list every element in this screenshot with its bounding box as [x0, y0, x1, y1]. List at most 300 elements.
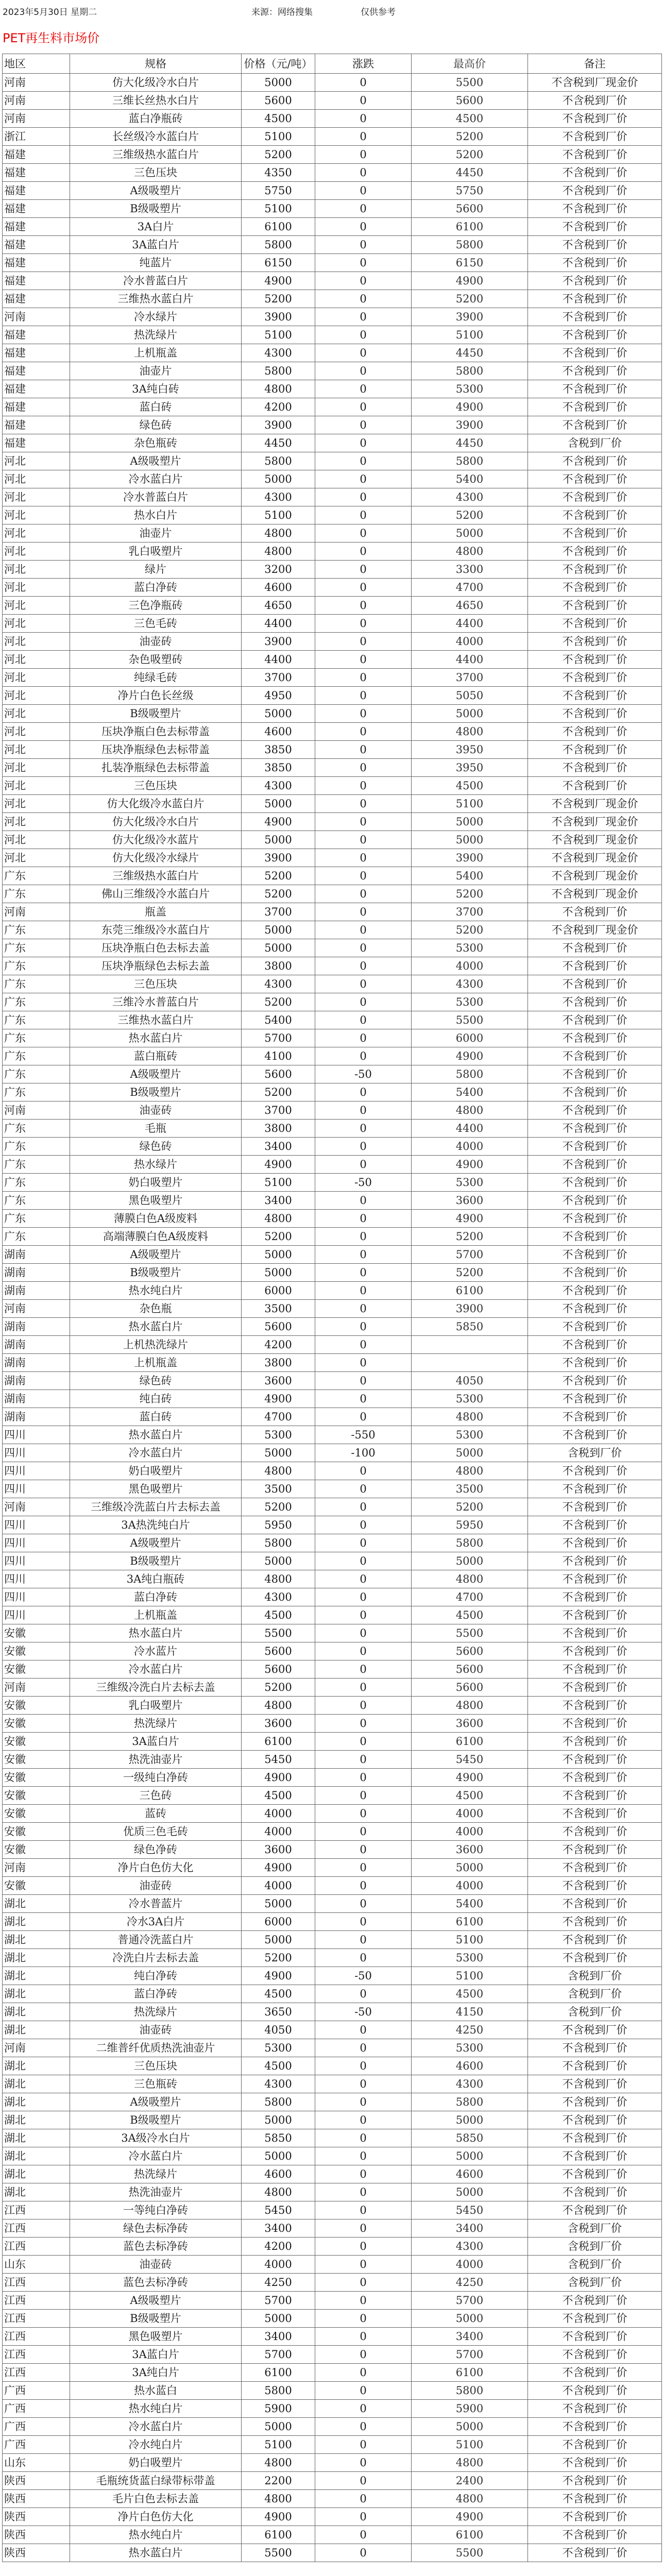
table-row [3, 2093, 662, 2111]
remark-cell: 不含税到厂价 [528, 200, 662, 218]
high-price-cell: 5400 [412, 470, 528, 488]
price-cell: 5450 [242, 1751, 315, 1769]
change-cell: 0 [315, 2346, 412, 2364]
spec-cell: 蓝白净砖 [70, 579, 242, 597]
spec-cell: B级吸塑片 [70, 1552, 242, 1570]
region-cell: 安徽 [3, 1751, 70, 1769]
remark-cell: 不含税到厂现金价 [528, 921, 662, 939]
region-cell: 广东 [3, 993, 70, 1011]
price-cell: 4000 [242, 1805, 315, 1823]
spec-cell: 冷水蓝片 [70, 1642, 242, 1660]
remark-cell: 含税到厂价 [528, 2238, 662, 2256]
table-row [3, 903, 662, 921]
price-cell: 5100 [242, 200, 315, 218]
high-price-cell: 5050 [412, 687, 528, 705]
spec-cell: 杂色瓶 [70, 1300, 242, 1318]
remark-cell: 不含税到厂价 [528, 506, 662, 524]
region-cell: 广东 [3, 1210, 70, 1228]
price-cell: 5000 [242, 2147, 315, 2165]
price-cell: 3400 [242, 1138, 315, 1156]
high-price-cell: 4800 [412, 1408, 528, 1426]
change-cell: 0 [315, 759, 412, 777]
spec-cell: 3A蓝白片 [70, 236, 242, 254]
region-cell: 广东 [3, 921, 70, 939]
spec-cell: 三维级冷洗白片去标去盖 [70, 1679, 242, 1697]
region-cell: 广西 [3, 2418, 70, 2436]
high-price-cell: 4600 [412, 2165, 528, 2183]
region-cell: 福建 [3, 380, 70, 398]
price-cell: 5600 [242, 1065, 315, 1083]
change-cell: 0 [315, 1264, 412, 1282]
spec-cell: 上机瓶盖 [70, 1606, 242, 1624]
remark-cell: 不含税到厂价 [528, 326, 662, 344]
spec-cell: 蓝白净砖 [70, 1985, 242, 2003]
change-cell: 0 [315, 561, 412, 579]
region-cell: 河北 [3, 777, 70, 795]
high-price-cell: 4900 [412, 1769, 528, 1787]
high-price-cell: 5750 [412, 182, 528, 200]
spec-cell: 杂色瓶砖 [70, 434, 242, 452]
price-cell: 5700 [242, 2346, 315, 2364]
region-cell: 江西 [3, 2328, 70, 2346]
spec-cell: 绿片 [70, 561, 242, 579]
change-cell: 0 [315, 2165, 412, 2183]
change-cell: 0 [315, 831, 412, 849]
change-cell: 0 [315, 1949, 412, 1967]
spec-cell: 冷水3A白片 [70, 1913, 242, 1931]
remark-cell: 不含税到厂现金价 [528, 885, 662, 903]
change-cell: 0 [315, 543, 412, 561]
price-cell: 4800 [242, 524, 315, 543]
spec-cell: 油壶片 [70, 524, 242, 543]
remark-cell: 不含税到厂价 [528, 2454, 662, 2472]
remark-cell: 不含税到厂价 [528, 1101, 662, 1120]
table-row [3, 993, 662, 1011]
region-cell: 河南 [3, 1859, 70, 1877]
change-cell: 0 [315, 1462, 412, 1480]
price-cell: 5850 [242, 2129, 315, 2147]
region-cell: 广西 [3, 2436, 70, 2454]
page-title: PET再生料市场价 [3, 31, 100, 45]
table-row [3, 1318, 662, 1336]
remark-cell: 含税到厂价 [528, 434, 662, 452]
change-cell: 0 [315, 2219, 412, 2238]
change-cell: 0 [315, 2418, 412, 2436]
change-cell: 0 [315, 200, 412, 218]
remark-cell: 不含税到厂价 [528, 993, 662, 1011]
region-cell: 湖北 [3, 1913, 70, 1931]
high-price-cell: 4400 [412, 615, 528, 633]
spec-cell: 上机瓶盖 [70, 344, 242, 362]
change-cell: 0 [315, 2292, 412, 2310]
change-cell: 0 [315, 957, 412, 975]
region-cell: 广东 [3, 1138, 70, 1156]
remark-cell: 不含税到厂价 [528, 957, 662, 975]
price-cell: 5100 [242, 128, 315, 146]
table-row [3, 1733, 662, 1751]
price-cell: 5800 [242, 236, 315, 254]
table-row [3, 597, 662, 615]
high-price-cell: 5500 [412, 1624, 528, 1642]
change-cell: 0 [315, 452, 412, 470]
table-row [3, 1859, 662, 1877]
high-price-cell: 4900 [412, 2508, 528, 2526]
remark-cell: 不含税到厂价 [528, 1246, 662, 1264]
spec-cell: 一等纯白净砖 [70, 2201, 242, 2219]
region-cell: 福建 [3, 362, 70, 380]
change-cell: 0 [315, 1588, 412, 1606]
high-price-cell: 4800 [412, 2454, 528, 2472]
spec-cell: 仿大化级冷水白片 [70, 813, 242, 831]
change-cell: 0 [315, 741, 412, 759]
change-cell: 0 [315, 1210, 412, 1228]
change-cell: 0 [315, 308, 412, 326]
spec-cell: 油壶片 [70, 362, 242, 380]
spec-cell: 3A级冷水白片 [70, 2129, 242, 2147]
table-row [3, 885, 662, 903]
change-cell: 0 [315, 1282, 412, 1300]
table-row [3, 524, 662, 543]
price-cell: 3700 [242, 669, 315, 687]
price-cell: 4900 [242, 1769, 315, 1787]
remark-cell: 不含税到厂现金价 [528, 813, 662, 831]
price-cell: 4300 [242, 488, 315, 506]
region-cell: 江西 [3, 2292, 70, 2310]
table-row [3, 1426, 662, 1444]
price-cell: 6100 [242, 218, 315, 236]
remark-cell: 不含税到厂价 [528, 2364, 662, 2382]
price-cell: 5000 [242, 939, 315, 957]
region-cell: 福建 [3, 398, 70, 416]
change-cell: 0 [315, 1877, 412, 1895]
remark-cell: 不含税到厂价 [528, 1751, 662, 1769]
change-cell: 0 [315, 1913, 412, 1931]
region-cell: 四川 [3, 1516, 70, 1534]
reference-note: 仅供参考 [361, 7, 396, 18]
spec-cell: 东莞三维级冷水蓝白片 [70, 921, 242, 939]
table-row [3, 1787, 662, 1805]
remark-cell: 不含税到厂价 [528, 2490, 662, 2508]
high-price-cell: 4300 [412, 2238, 528, 2256]
table-row [3, 2003, 662, 2021]
region-cell: 河南 [3, 2039, 70, 2057]
high-price-cell: 4800 [412, 543, 528, 561]
region-cell: 湖北 [3, 1985, 70, 2003]
high-price-cell: 5400 [412, 1895, 528, 1913]
price-cell: 5000 [242, 2418, 315, 2436]
price-cell: 4100 [242, 1047, 315, 1065]
change-cell: 0 [315, 1606, 412, 1624]
region-cell: 广东 [3, 1083, 70, 1101]
table-row [3, 759, 662, 777]
price-cell: 5500 [242, 1624, 315, 1642]
spec-cell: 三色压块 [70, 164, 242, 182]
table-row [3, 470, 662, 488]
price-cell: 5600 [242, 92, 315, 110]
table-row [3, 362, 662, 380]
high-price-cell: 4150 [412, 2003, 528, 2021]
table-row [3, 615, 662, 633]
change-cell: 0 [315, 2382, 412, 2400]
table-row [3, 633, 662, 651]
table-row [3, 1606, 662, 1624]
region-cell: 安徽 [3, 1624, 70, 1642]
high-price-cell: 4000 [412, 1138, 528, 1156]
remark-cell: 不含税到厂价 [528, 1426, 662, 1444]
price-cell: 5100 [242, 1174, 315, 1192]
price-cell: 4900 [242, 813, 315, 831]
page-header [0, 0, 664, 21]
table-header [3, 54, 662, 74]
high-price-cell: 4500 [412, 1985, 528, 2003]
high-price-cell: 4400 [412, 651, 528, 669]
change-cell: 0 [315, 1120, 412, 1138]
change-cell: 0 [315, 993, 412, 1011]
spec-cell: 黑色吸塑片 [70, 1480, 242, 1498]
table-row [3, 1679, 662, 1697]
change-cell: 0 [315, 2490, 412, 2508]
remark-cell: 不含税到厂价 [528, 2039, 662, 2057]
price-cell: 3400 [242, 2219, 315, 2238]
spec-cell: 油壶砖 [70, 2256, 242, 2274]
region-cell: 河南 [3, 1101, 70, 1120]
price-cell: 3600 [242, 1841, 315, 1859]
price-cell: 5000 [242, 1931, 315, 1949]
change-cell: 0 [315, 777, 412, 795]
region-cell: 安徽 [3, 1642, 70, 1660]
price-cell: 4400 [242, 615, 315, 633]
price-cell: 4800 [242, 2454, 315, 2472]
price-cell: 5000 [242, 2111, 315, 2129]
high-price-cell: 4900 [412, 272, 528, 290]
region-cell: 四川 [3, 1588, 70, 1606]
table-row [3, 2183, 662, 2201]
price-cell: 6150 [242, 254, 315, 272]
high-price-cell: 6100 [412, 1733, 528, 1751]
region-cell: 河北 [3, 579, 70, 597]
high-price-cell: 5200 [412, 1264, 528, 1282]
column-header-price: 价格（元/吨） [242, 54, 315, 74]
region-cell: 河北 [3, 524, 70, 543]
spec-cell: 冷水蓝白片 [70, 470, 242, 488]
change-cell: 0 [315, 2400, 412, 2418]
change-cell: 0 [315, 2057, 412, 2075]
remark-cell: 不含税到厂价 [528, 1282, 662, 1300]
remark-cell: 不含税到厂价 [528, 1697, 662, 1715]
spec-cell: 冷水绿片 [70, 308, 242, 326]
change-cell: 0 [315, 92, 412, 110]
change-cell: 0 [315, 2274, 412, 2292]
table-row [3, 1264, 662, 1282]
high-price-cell: 5600 [412, 200, 528, 218]
region-cell: 广东 [3, 1228, 70, 1246]
table-row [3, 1101, 662, 1120]
price-cell: 4500 [242, 1606, 315, 1624]
table-row [3, 2418, 662, 2436]
change-cell: 0 [315, 1823, 412, 1841]
region-cell: 广东 [3, 1047, 70, 1065]
price-cell: 5500 [242, 2544, 315, 2562]
high-price-cell: 5300 [412, 939, 528, 957]
table-row [3, 398, 662, 416]
high-price-cell: 5450 [412, 1751, 528, 1769]
price-cell: 6000 [242, 1282, 315, 1300]
table-row [3, 452, 662, 470]
change-cell: 0 [315, 723, 412, 741]
table-row [3, 1174, 662, 1192]
price-cell: 5100 [242, 506, 315, 524]
high-price-cell: 5300 [412, 380, 528, 398]
table-row [3, 2201, 662, 2219]
spec-cell: 三维热水蓝白片 [70, 290, 242, 308]
price-cell: 5700 [242, 2292, 315, 2310]
spec-cell: 热水纯白片 [70, 2526, 242, 2544]
spec-cell: 热水纯白片 [70, 2400, 242, 2418]
high-price-cell: 5800 [412, 362, 528, 380]
high-price-cell: 4700 [412, 1588, 528, 1606]
spec-cell: 三色压块 [70, 975, 242, 993]
region-cell: 广东 [3, 957, 70, 975]
region-cell: 福建 [3, 182, 70, 200]
region-cell: 湖北 [3, 2093, 70, 2111]
price-cell: 5000 [242, 74, 315, 92]
change-cell: 0 [315, 1769, 412, 1787]
change-cell: 0 [315, 146, 412, 164]
spec-cell: 普通冷洗蓝白片 [70, 1931, 242, 1949]
high-price-cell: 4000 [412, 1805, 528, 1823]
region-cell: 江西 [3, 2346, 70, 2364]
remark-cell: 不含税到厂价 [528, 1408, 662, 1426]
region-cell: 福建 [3, 344, 70, 362]
remark-cell: 不含税到厂价 [528, 651, 662, 669]
spec-cell: A级吸塑片 [70, 1534, 242, 1552]
price-cell: 3800 [242, 1120, 315, 1138]
remark-cell: 不含税到厂价 [528, 488, 662, 506]
change-cell: 0 [315, 1570, 412, 1588]
remark-cell: 不含税到厂价 [528, 344, 662, 362]
remark-cell: 不含税到厂价 [528, 597, 662, 615]
high-price-cell: 3300 [412, 561, 528, 579]
high-price-cell: 4050 [412, 1372, 528, 1390]
region-cell: 湖南 [3, 1372, 70, 1390]
region-cell: 福建 [3, 290, 70, 308]
change-cell: 0 [315, 633, 412, 651]
price-cell: 5100 [242, 326, 315, 344]
price-cell: 5800 [242, 362, 315, 380]
region-cell: 安徽 [3, 1823, 70, 1841]
remark-cell: 不含税到厂价 [528, 1156, 662, 1174]
remark-cell: 不含税到厂价 [528, 524, 662, 543]
table-row [3, 200, 662, 218]
change-cell: 0 [315, 2238, 412, 2256]
region-cell: 陕西 [3, 2508, 70, 2526]
price-cell: 4900 [242, 1859, 315, 1877]
remark-cell: 不含税到厂价 [528, 1336, 662, 1354]
change-cell: 0 [315, 2093, 412, 2111]
change-cell: 0 [315, 1029, 412, 1047]
spec-cell: 冷水普蓝白片 [70, 488, 242, 506]
spec-cell: B级吸塑片 [70, 200, 242, 218]
change-cell: 0 [315, 1841, 412, 1859]
change-cell: 0 [315, 434, 412, 452]
change-cell: 0 [315, 939, 412, 957]
table-row [3, 1805, 662, 1823]
high-price-cell: 5800 [412, 2093, 528, 2111]
region-cell: 福建 [3, 218, 70, 236]
remark-cell: 不含税到厂价 [528, 2201, 662, 2219]
region-cell: 河南 [3, 1498, 70, 1516]
price-cell: 5200 [242, 290, 315, 308]
price-cell: 5800 [242, 452, 315, 470]
region-cell: 河北 [3, 795, 70, 813]
spec-cell: 热水蓝白片 [70, 1029, 242, 1047]
spec-cell: 仿大化级冷水白片 [70, 74, 242, 92]
high-price-cell: 5600 [412, 1660, 528, 1679]
spec-cell: 热洗油壶片 [70, 1751, 242, 1769]
change-cell: 0 [315, 290, 412, 308]
change-cell: 0 [315, 524, 412, 543]
change-cell: 0 [315, 218, 412, 236]
remark-cell: 不含税到厂价 [528, 1120, 662, 1138]
change-cell: 0 [315, 1715, 412, 1733]
table-row [3, 1372, 662, 1390]
table-row [3, 1516, 662, 1534]
spec-cell: 压块净瓶白色去标带盖 [70, 723, 242, 741]
spec-cell: 三色毛砖 [70, 615, 242, 633]
price-cell: 4800 [242, 543, 315, 561]
region-cell: 湖北 [3, 2147, 70, 2165]
region-cell: 广东 [3, 975, 70, 993]
spec-cell: 三色瓶砖 [70, 2075, 242, 2093]
table-row [3, 1624, 662, 1642]
remark-cell: 不含税到厂价 [528, 1390, 662, 1408]
spec-cell: 压块净瓶绿色去标带盖 [70, 741, 242, 759]
region-cell: 安徽 [3, 1733, 70, 1751]
high-price-cell: 6100 [412, 2526, 528, 2544]
high-price-cell: 5200 [412, 128, 528, 146]
spec-cell: 绿色砖 [70, 1372, 242, 1390]
change-cell: 0 [315, 1372, 412, 1390]
table-row [3, 1282, 662, 1300]
table-row [3, 579, 662, 597]
remark-cell: 含税到厂价 [528, 2274, 662, 2292]
remark-cell: 不含税到厂价 [528, 1895, 662, 1913]
spec-cell: A级吸塑片 [70, 452, 242, 470]
spec-cell: 奶白吸塑片 [70, 1462, 242, 1480]
high-price-cell: 4300 [412, 2075, 528, 2093]
table-row [3, 1300, 662, 1318]
spec-cell: 仿大化级冷水蓝片 [70, 831, 242, 849]
high-price-cell: 5200 [412, 1228, 528, 1246]
remark-cell: 不含税到厂价 [528, 272, 662, 290]
remark-cell: 不含税到厂现金价 [528, 74, 662, 92]
spec-cell: 冷洗白片去标去盖 [70, 1949, 242, 1967]
change-cell: 0 [315, 1047, 412, 1065]
region-cell: 福建 [3, 434, 70, 452]
change-cell: 0 [315, 416, 412, 434]
change-cell: 0 [315, 2328, 412, 2346]
high-price-cell: 4000 [412, 2256, 528, 2274]
high-price-cell: 4800 [412, 2490, 528, 2508]
remark-cell: 不含税到厂价 [528, 1210, 662, 1228]
high-price-cell: 5300 [412, 1174, 528, 1192]
remark-cell: 不含税到厂价 [528, 741, 662, 759]
remark-cell: 不含税到厂价 [528, 1624, 662, 1642]
price-cell: 3400 [242, 1192, 315, 1210]
remark-cell: 不含税到厂价 [528, 975, 662, 993]
remark-cell: 不含税到厂价 [528, 1138, 662, 1156]
spec-cell: 净片白色仿大化 [70, 1859, 242, 1877]
